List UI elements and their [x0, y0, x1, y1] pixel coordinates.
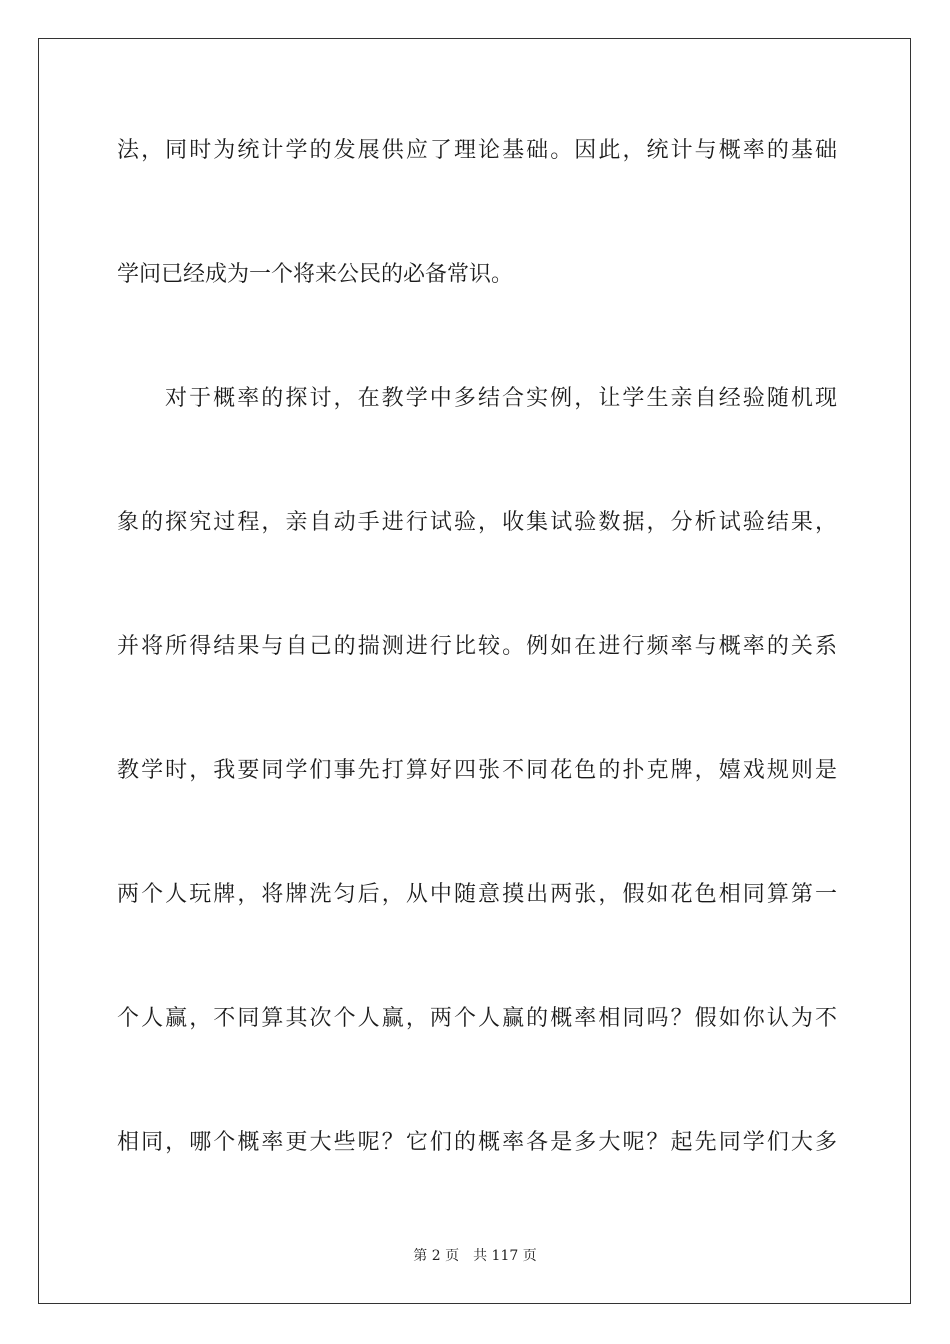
page-footer: [0, 1246, 950, 1266]
body-text-line: 象的探究过程，亲自动手进行试验，收集试验数据，分析试验结果，: [117, 510, 837, 535]
page-border: [38, 38, 911, 1304]
body-text-line: 两个人玩牌，将牌洗匀后，从中随意摸出两张，假如花色相同算第一: [117, 882, 837, 907]
paragraph-start-line: 对于概率的探讨，在教学中多结合实例，让学生亲自经验随机现: [165, 386, 837, 411]
body-text-line: 并将所得结果与自己的揣测进行比较。例如在进行频率与概率的关系: [117, 634, 837, 659]
total-pages: 共 117 页: [473, 1248, 537, 1264]
body-text-line: 个人赢，不同算其次个人赢，两个人赢的概率相同吗？假如你认为不: [117, 1006, 837, 1031]
body-text-line: 相同，哪个概率更大些呢？它们的概率各是多大呢？起先同学们大多: [117, 1130, 837, 1155]
body-text-line: 法，同时为统计学的发展供应了理论基础。因此，统计与概率的基础: [117, 138, 837, 163]
body-text-line: 教学时，我要同学们事先打算好四张不同花色的扑克牌，嬉戏规则是: [117, 758, 837, 783]
page-number: 第 2 页: [413, 1248, 460, 1264]
body-text-line: 学问已经成为一个将来公民的必备常识。: [117, 262, 514, 287]
